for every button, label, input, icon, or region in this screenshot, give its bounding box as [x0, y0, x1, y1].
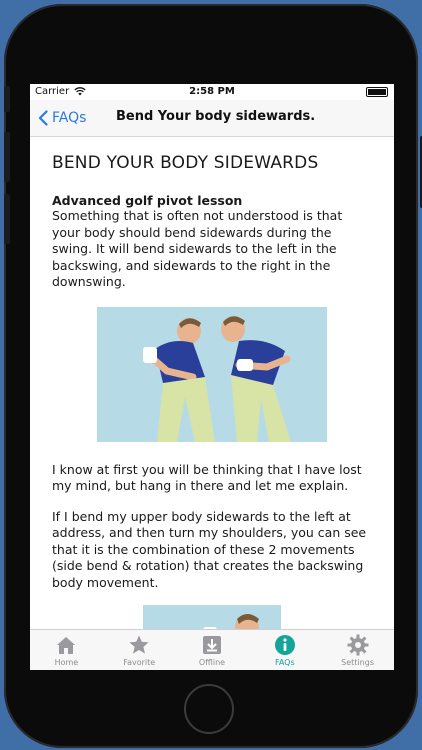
tab-label: Favorite — [123, 658, 156, 667]
back-button[interactable] — [38, 108, 86, 128]
battery-icon — [366, 87, 388, 97]
golfer-rotation-photo — [143, 605, 281, 629]
page-title: Bend Your body sidewards. — [116, 109, 316, 124]
status-bar — [30, 84, 394, 100]
mute-switch — [4, 86, 10, 112]
article-scroll-view[interactable] — [30, 137, 394, 629]
tab-home[interactable] — [30, 630, 103, 670]
article-paragraph: Something that is often not understood is that your body should bend sidewards during the swing. It will bend sidewards to the left in the backswing, and sidewards to the right in the downswing. — [52, 208, 343, 289]
golfer-illustration — [143, 605, 281, 629]
screen — [30, 84, 394, 670]
volume-down-button — [4, 194, 10, 244]
golfer-side-bend-photo — [97, 307, 327, 442]
tab-offline[interactable] — [176, 630, 249, 670]
tab-faqs[interactable] — [248, 630, 321, 670]
article-heading: BEND YOUR BODY SIDEWARDS — [52, 153, 319, 173]
carrier-label: Carrier — [35, 86, 70, 97]
article-subheading: Advanced golf pivot lesson — [52, 193, 243, 208]
article-paragraph: If I bend my upper body sidewards to the left at address, and then turn my shoulders, you can see that it is the combination of these 2 movements (side bend & rotation) that creates the backswing body movement. — [52, 508, 367, 590]
article-paragraph: I know at first you will be thinking that I have lost my mind, but hang in there and let me explain. — [52, 461, 362, 493]
tab-label: Settings — [341, 658, 374, 667]
navigation-bar — [30, 100, 394, 137]
chevron-left-icon — [38, 110, 48, 126]
download-icon — [201, 634, 223, 656]
home-icon — [55, 634, 77, 656]
tab-label: FAQs — [274, 658, 295, 667]
tab-bar — [30, 629, 394, 670]
tab-label: Offline — [198, 658, 226, 667]
star-icon — [128, 634, 150, 656]
status-time: 2:58 PM — [189, 86, 235, 97]
tab-settings[interactable] — [321, 630, 394, 670]
info-icon — [274, 634, 296, 656]
tab-label: Home — [54, 658, 79, 667]
gear-icon — [347, 634, 369, 656]
tab-favorite[interactable] — [103, 630, 176, 670]
volume-up-button — [4, 132, 10, 182]
article — [52, 153, 374, 629]
back-button-label: FAQs — [52, 110, 87, 126]
golfer-illustration — [97, 307, 327, 442]
home-button[interactable] — [184, 684, 234, 734]
